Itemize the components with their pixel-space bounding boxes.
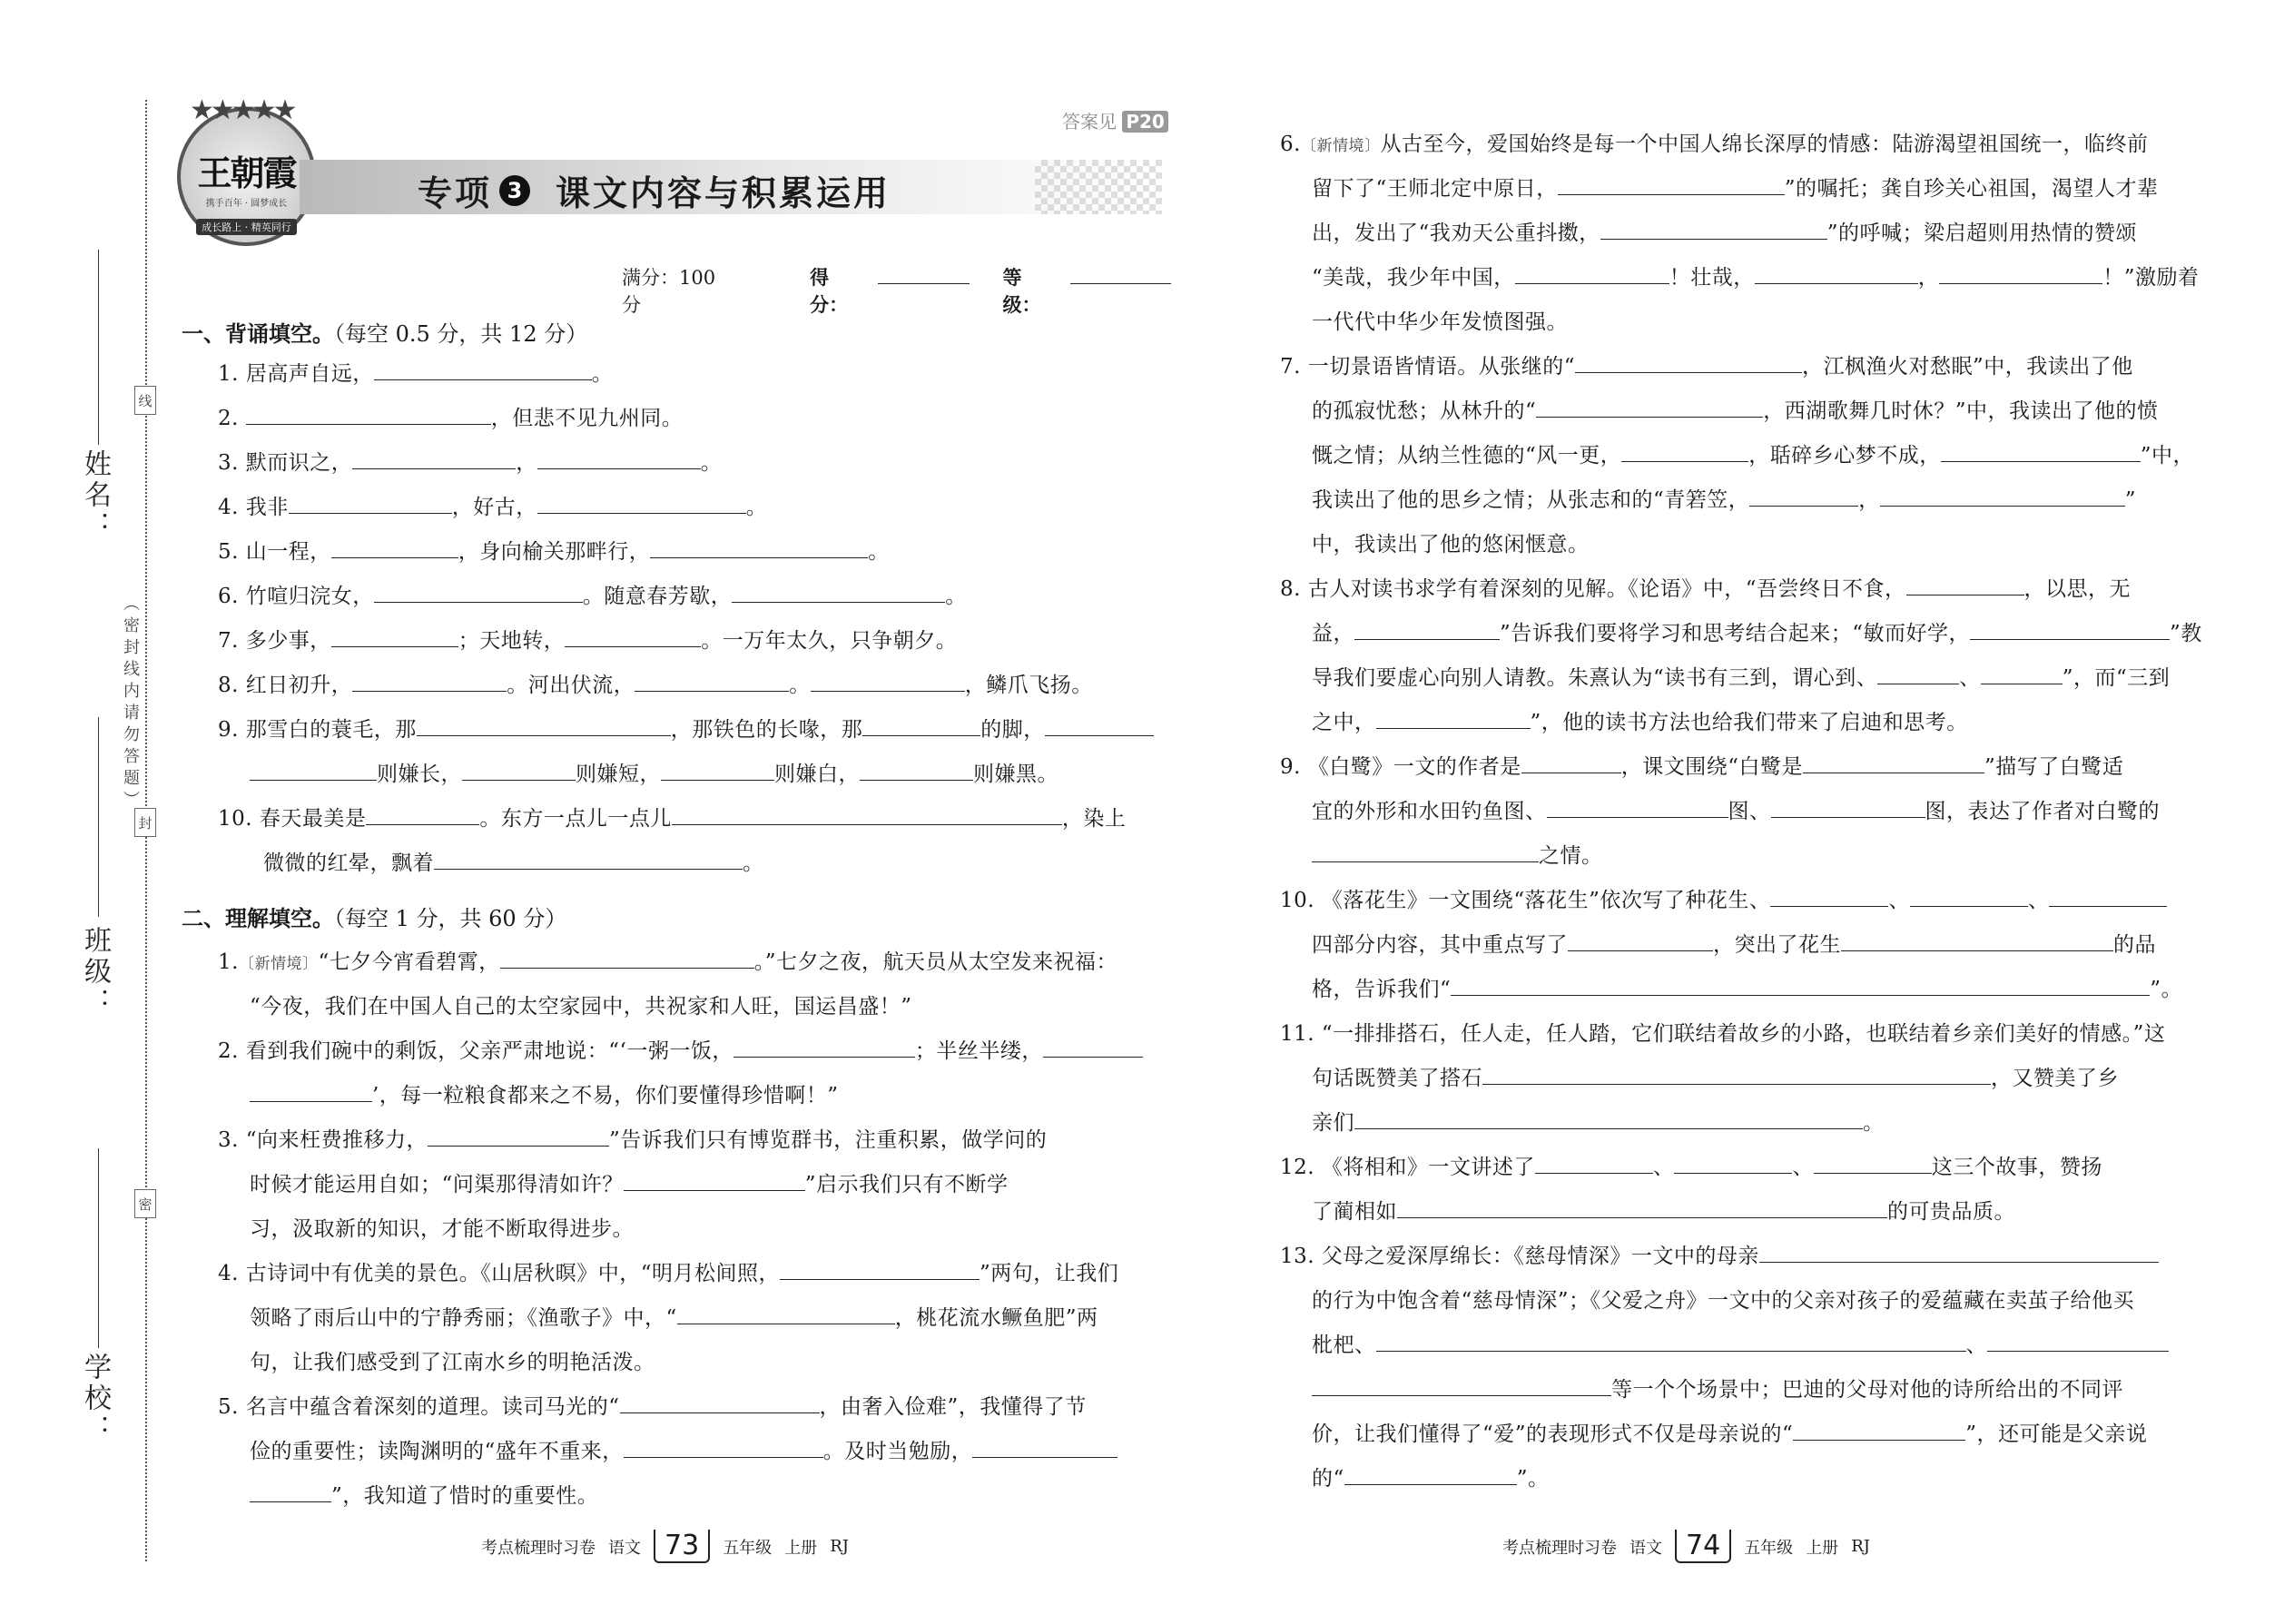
answer-blank[interactable] <box>1376 708 1531 729</box>
answer-blank[interactable] <box>1312 1375 1611 1396</box>
new-context-tag: 〔新情境〕 <box>238 955 319 973</box>
answer-blank[interactable] <box>780 1259 980 1280</box>
school-label: 学校： <box>79 1353 111 1445</box>
q-text: ’，每一粒粮食都来之不易，你们要懂得珍惜啊！” <box>372 1084 839 1107</box>
q-text: 13. 父母之爱深厚绵长：《慈母情深》一文中的母亲 <box>1280 1245 1759 1268</box>
answer-blank[interactable] <box>434 849 743 870</box>
answer-blank[interactable] <box>250 1081 372 1102</box>
question-line <box>218 397 683 441</box>
answer-blank[interactable] <box>1600 219 1827 240</box>
answer-blank[interactable] <box>352 448 516 469</box>
q-text: “七夕今宵看碧霄， <box>318 950 500 974</box>
question-line: 的“ ”。 <box>1312 1457 1550 1501</box>
q-text: ，江枫渔火对愁眠”中，我读出了他 <box>1802 355 2133 379</box>
question-line <box>1312 790 2160 834</box>
q-text: ，课文围绕“白鹭是 <box>1620 755 1804 779</box>
q-text: 导我们要虚心向别人请教。朱熹认为“读书有三到，谓心到、 <box>1312 666 1878 690</box>
answer-blank[interactable] <box>811 671 965 692</box>
q-text: 11. “一排排搭石，任人走，任人踏，它们联结着故乡的小路，也联结着乡亲们美好的情感。”这 <box>1280 1022 2166 1046</box>
q-text: 。及时当勉励， <box>822 1440 973 1463</box>
q-text: 的脚， <box>980 718 1045 742</box>
footer-edition: RJ <box>1851 1537 1870 1556</box>
question-line <box>1280 745 2123 790</box>
q-text: 之情。 <box>1539 844 1603 868</box>
page-footer <box>481 1530 849 1563</box>
q-text: ”的呼喊；梁启超则用热情的赞颂 <box>1826 221 2138 245</box>
question-line <box>1312 834 1603 879</box>
section1-note: （每空 0.5 分，共 12 分） <box>334 321 588 347</box>
q-text: 则嫌白， <box>774 763 860 786</box>
q-text: 时候才能运用自如；“问渠那得清如许？ <box>250 1173 624 1196</box>
answer-blank[interactable] <box>1793 1420 1965 1441</box>
answer-blank[interactable] <box>250 760 377 781</box>
q-text: 宜的外形和水田钓鱼图、 <box>1312 800 1547 823</box>
q-text: 格，告诉我们“ <box>1312 978 1452 1001</box>
page-footer <box>1502 1530 1870 1563</box>
question-line <box>218 708 1154 753</box>
logo-ribbon: 成长路上 · 精英同行 <box>196 219 297 235</box>
answer-blank[interactable] <box>374 359 592 380</box>
q-text: 俭的重要性；读陶渊明的“盛年不重来， <box>250 1440 624 1463</box>
footer-term: 上册 <box>1806 1538 1839 1558</box>
q-text: 3. “向来枉费推移力， <box>218 1128 428 1152</box>
answer-blank[interactable] <box>1981 664 2063 684</box>
q-text: 等一个个场景中；巴迪的父母对他的诗所给出的不同评 <box>1611 1378 2123 1402</box>
footer-book: 考点梳理时习卷 <box>1502 1538 1617 1558</box>
title-number: 3 <box>499 175 530 206</box>
q-text: “美哉，我少年中国， <box>1312 266 1515 290</box>
q-text: 句，让我们感受到了江南水乡的明艳活泼。 <box>250 1351 655 1374</box>
footer-subject: 语文 <box>1629 1538 1662 1558</box>
answer-blank[interactable] <box>1451 975 2150 996</box>
answer-blank[interactable] <box>1376 1331 1966 1352</box>
q-text: 图，表达了作者对白鹭的 <box>1925 800 2160 823</box>
q-text: 习，汲取新的知识，才能不断取得进步。 <box>250 1217 634 1241</box>
answer-blank[interactable] <box>246 404 491 425</box>
q-text: “今夜，我们在中国人自己的太空家园中，共祝家和人旺，国运昌盛！” <box>250 995 912 1019</box>
question-line <box>250 1074 839 1118</box>
grade-field[interactable] <box>1070 283 1171 284</box>
q-text: ，又赞美了乡 <box>1991 1067 2119 1090</box>
q-text: 则嫌长， <box>377 763 462 786</box>
answer-blank[interactable] <box>1880 486 2125 507</box>
question-line: 亲们 。 <box>1312 1101 1885 1146</box>
q-text: 则嫌黑。 <box>973 763 1058 786</box>
answer-blank[interactable] <box>860 760 973 781</box>
q-text: 留下了“王师北定中原日， <box>1312 177 1558 201</box>
q-text: 慨之情；从纳兰性德的“风一更， <box>1312 444 1622 468</box>
q-text: ”两句，让我们 <box>980 1262 1119 1285</box>
answer-blank[interactable] <box>1521 753 1621 773</box>
answer-blank[interactable] <box>1755 263 1918 284</box>
answer-blank[interactable] <box>331 537 458 558</box>
q-text: 。一万年太久，只争朝夕。 <box>701 629 958 653</box>
answer-blank[interactable] <box>1568 930 1713 951</box>
q-text: ，但悲不见九州同。 <box>490 407 684 430</box>
answer-blank[interactable] <box>1814 1153 1932 1174</box>
q-text: 10. 《落花生》一文围绕“落花生”依次写了种花生、 <box>1280 889 1771 912</box>
question-line: 5. 山一程， ，身向榆关那畔行， 。 <box>218 530 890 575</box>
question-line <box>218 797 1126 842</box>
question-line <box>1280 1235 2159 1279</box>
footer-subject: 语文 <box>608 1538 641 1558</box>
answer-blank[interactable] <box>331 626 458 647</box>
logo-name: 王朝霞 <box>197 152 296 193</box>
answer-blank[interactable] <box>972 1437 1117 1458</box>
footer-grade: 五年级 <box>723 1538 773 1558</box>
school-field[interactable] <box>98 1148 99 1348</box>
answer-blank[interactable] <box>1803 753 1984 773</box>
answer-blank[interactable] <box>500 948 754 969</box>
q-text: ！壮哉， <box>1669 266 1755 290</box>
q-text: 益， <box>1312 622 1354 645</box>
q-text: 之中， <box>1312 711 1376 734</box>
question-line <box>1312 1190 2015 1235</box>
title-prefix: 专项 <box>418 173 493 213</box>
q-text: 四部分内容，其中重点写了 <box>1312 933 1568 957</box>
answer-blank[interactable] <box>1987 1331 2169 1352</box>
logo-sub: 携手百年 · 圆梦成长 <box>205 198 288 209</box>
q-text: 7. 一切景语皆情语。从张继的“ <box>1280 355 1576 379</box>
question-line: 12. 《将相和》一文讲述了 、 、 这三个故事，赞扬 <box>1280 1146 2102 1190</box>
seal-mark-seal: 封 <box>134 808 156 837</box>
question-line <box>1312 523 1590 567</box>
q-text: 。东方一点儿一点儿 <box>479 807 672 831</box>
answer-ref-prefix: 答案见 <box>1062 111 1117 133</box>
footer-edition: RJ <box>830 1537 849 1556</box>
score-line <box>622 263 1171 318</box>
q-text: 8. 红日初升， <box>218 674 353 697</box>
answer-blank[interactable] <box>1759 1242 2159 1263</box>
question-line <box>1312 1279 2134 1324</box>
q-text: 2. <box>218 407 246 430</box>
q-text: 5. 山一程， <box>218 540 331 564</box>
answer-blank[interactable] <box>1045 715 1154 736</box>
answer-blank[interactable] <box>650 537 868 558</box>
answer-blank[interactable] <box>1970 619 2170 640</box>
title-main: 课文内容与积累运用 <box>556 173 891 213</box>
q-text: ”的嘱托；龚自珍关心祖国，渴望人才辈 <box>1784 177 2159 201</box>
q-text: ”告诉我们只有博览群书，注重积累，做学问的 <box>609 1128 1048 1152</box>
answer-blank[interactable] <box>1674 1153 1792 1174</box>
q-text: 4. 我非 <box>218 496 289 519</box>
section-heading <box>182 316 587 348</box>
q-text: 5. 名言中蕴含着深刻的道理。读司马光的“ <box>218 1395 620 1419</box>
question-line <box>250 753 1058 797</box>
question-line <box>250 1163 1009 1207</box>
q-text: ”告诉我们要将学习和思考结合起来；“敏而好学， <box>1500 622 1971 645</box>
answer-blank[interactable] <box>1535 1153 1653 1174</box>
q-text: ”，而“三到 <box>2062 666 2171 690</box>
question-line <box>1312 389 2159 434</box>
question-line <box>1312 300 1568 345</box>
class-field[interactable] <box>98 717 99 917</box>
answer-blank[interactable] <box>1312 842 1539 862</box>
answer-blank[interactable] <box>661 760 774 781</box>
page-number: 73 <box>654 1530 710 1563</box>
q-text: 的孤寂忧愁；从林升的“ <box>1312 399 1537 423</box>
q-text: 的“ <box>1312 1467 1344 1491</box>
answer-blank[interactable] <box>1841 930 2113 951</box>
question-line <box>1280 567 2131 612</box>
q-text: ，桃花流水鳜鱼肥”两 <box>894 1306 1098 1330</box>
q-text: ”，他的读书方法也给我们带来了启迪和思考。 <box>1530 711 1968 734</box>
answer-blank[interactable] <box>565 626 701 647</box>
q-text: 6. <box>1280 133 1301 156</box>
answer-blank[interactable] <box>537 493 746 514</box>
q-text: 10. 春天最美是 <box>218 807 367 831</box>
question-line <box>1312 701 1968 745</box>
answer-blank[interactable] <box>1939 263 2102 284</box>
answer-blank[interactable] <box>2049 886 2167 907</box>
right-page <box>1171 0 2294 1624</box>
q-text: 1. 居高声自远， <box>218 362 374 386</box>
q-text: ；半丝半缕， <box>914 1039 1043 1063</box>
brand-logo <box>177 94 316 246</box>
section2-heading: 二、理解填空。 <box>182 906 334 931</box>
question-line <box>250 1207 634 1252</box>
q-text: 从古至今，爱国始终是每一个中国人绵长深厚的情感：陆游渴望祖国统一，临终前 <box>1380 133 2149 156</box>
section-heading <box>182 901 566 932</box>
question-line: 8. 红日初升， 。河出伏流， 。 ，鳞爪飞扬。 <box>218 664 1093 708</box>
answer-blank[interactable] <box>417 715 671 736</box>
question-line <box>1312 167 2159 212</box>
q-text: 1. <box>218 950 239 974</box>
answer-ref-page: P20 <box>1122 111 1168 133</box>
q-text: 的可贵品质。 <box>1887 1200 2015 1224</box>
q-text: ；天地转， <box>458 629 566 653</box>
question-line <box>218 940 1117 987</box>
q-text: 一代代中华少年发愤图强。 <box>1312 310 1568 334</box>
question-line <box>250 1430 1117 1474</box>
q-text: ”启示我们只有不断学 <box>804 1173 1009 1196</box>
grade-label: 等级： <box>1002 267 1041 316</box>
q-text: ，西湖歌舞几时休？”中，我读出了他的愤 <box>1763 399 2159 423</box>
question-line: 6. 竹喧归浣女， 。随意春芳歇， 。 <box>218 575 967 619</box>
q-text: 亲们 <box>1312 1111 1354 1135</box>
q-text: 我读出了他的思乡之情；从张志和的“青箬笠， <box>1312 488 1750 512</box>
q-text: ”描写了白鹭适 <box>1984 755 2124 779</box>
q-text: 句话既赞美了搭石 <box>1312 1067 1482 1090</box>
question-line <box>1312 212 2137 256</box>
question-line: 10. 《落花生》一文围绕“落花生”依次写了种花生、 、 、 <box>1280 879 2167 923</box>
answer-blank[interactable] <box>537 448 701 469</box>
q-text: ”中， <box>2140 444 2195 468</box>
seal-mark-secret: 密 <box>134 1189 156 1218</box>
answer-blank[interactable] <box>1621 441 1748 462</box>
q-text: 2. 看到我们碗中的剩饭，父亲严肃地说：“‘一粥一饭， <box>218 1039 733 1063</box>
q-text: 图、 <box>1728 800 1771 823</box>
score-label: 得分： <box>810 267 849 316</box>
question-line <box>250 985 912 1029</box>
q-text: ，由奢入俭难”，我懂得了节 <box>819 1395 1087 1419</box>
question-line <box>1280 345 2133 389</box>
answer-blank[interactable] <box>366 804 479 825</box>
question-line <box>218 1029 1143 1074</box>
answer-blank[interactable] <box>1547 797 1728 818</box>
answer-blank[interactable] <box>624 1170 805 1191</box>
answer-blank[interactable] <box>1515 263 1669 284</box>
footer-grade: 五年级 <box>1744 1538 1794 1558</box>
answer-blank[interactable] <box>672 804 1062 825</box>
answer-blank[interactable] <box>677 1304 895 1324</box>
q-text: 枇杷、 <box>1312 1334 1376 1357</box>
answer-blank[interactable] <box>352 671 507 692</box>
q-text: ，突出了花生 <box>1713 933 1841 957</box>
answer-blank[interactable] <box>428 1126 609 1147</box>
question-line: 枇杷、 、 <box>1312 1324 2169 1368</box>
answer-blank[interactable] <box>1771 797 1925 818</box>
answer-blank[interactable] <box>1354 1108 1863 1129</box>
answer-blank[interactable] <box>289 493 452 514</box>
q-text: 领略了雨后山中的宁静秀丽；《渔歌子》中，“ <box>250 1306 677 1330</box>
answer-blank[interactable] <box>1770 886 1888 907</box>
question-line <box>218 1252 1118 1296</box>
q-text: ，染上 <box>1061 807 1127 831</box>
question-line <box>218 1385 1087 1430</box>
q-text: ！”激励着 <box>2102 266 2200 290</box>
seal-note: （密封线内请勿答题） <box>121 595 140 812</box>
question-line <box>218 619 957 664</box>
q-text: 微微的红晕，飘着 <box>263 851 434 875</box>
question-line: 微微的红晕，飘着 。 <box>263 842 764 886</box>
question-line: 导我们要虚心向别人请教。朱熹认为“读书有三到，谓心到、 、 ”，而“三到 <box>1312 656 2170 701</box>
answer-blank[interactable] <box>1558 174 1785 195</box>
answer-blank[interactable] <box>1482 1064 1991 1085</box>
question-line <box>1312 1412 2148 1457</box>
question-line <box>1312 1057 2119 1101</box>
answer-blank[interactable] <box>862 715 980 736</box>
seal-mark-line: 线 <box>134 386 156 415</box>
checker-decoration <box>1035 160 1162 214</box>
q-text: ，以思，无 <box>2023 577 2132 601</box>
page-title <box>418 165 891 215</box>
answer-blank[interactable] <box>1749 486 1858 507</box>
q-text: 8. 古人对读书求学有着深刻的见解。《论语》中，“吾尝终日不食， <box>1280 577 1906 601</box>
answer-blank[interactable] <box>1354 619 1500 640</box>
answer-blank[interactable] <box>1877 664 1959 684</box>
score-field[interactable] <box>878 283 970 284</box>
question-line <box>250 1296 1098 1341</box>
q-text: 的行为中饱含着“慈母情深”；《父爱之舟》一文中的父亲对孩子的爱蕴藏在卖茧子给他买 <box>1312 1289 2135 1313</box>
question-line: 6.〔新情境〕从古至今，爱国始终是每一个中国人绵长深厚的情感：陆游渴望祖国统一，临终前 <box>1280 133 2149 156</box>
question-line <box>1312 434 2194 478</box>
class-label: 班级： <box>79 926 111 1019</box>
answer-blank[interactable] <box>624 1437 823 1458</box>
answer-blank[interactable] <box>635 671 789 692</box>
question-line <box>250 1474 598 1519</box>
q-text: 价，让我们懂得了“爱”的表现形式不仅是母亲说的“ <box>1312 1422 1794 1446</box>
question-line <box>250 1341 655 1385</box>
q-text: ，那铁色的长喙，那 <box>670 718 863 742</box>
question-line: 我读出了他的思乡之情；从张志和的“青箬笠， ， ” <box>1312 478 2136 523</box>
question-line <box>218 1118 1047 1163</box>
question-line: 3. 默而识之， ， 。 <box>218 441 722 486</box>
answer-blank[interactable] <box>374 582 583 603</box>
answer-blank[interactable] <box>1043 1037 1143 1058</box>
q-text: ，好古， <box>451 496 537 519</box>
q-text: 6. 竹喧归浣女， <box>218 585 374 608</box>
question-line: 1. 居高声自远， 。 <box>218 352 613 397</box>
q-text: 。随意春芳歇， <box>582 585 733 608</box>
q-text: 这三个故事，赞扬 <box>1931 1156 2102 1179</box>
q-text: 7. 多少事， <box>218 629 331 653</box>
section2-note: （每空 1 分，共 60 分） <box>334 906 567 931</box>
answer-blank[interactable] <box>733 1037 915 1058</box>
answer-blank[interactable] <box>462 760 576 781</box>
question-line: 格，告诉我们“ ”。 <box>1312 968 2182 1012</box>
q-text: 9. 那雪白的蓑毛，那 <box>218 718 417 742</box>
q-text: 中，我读出了他的悠闲惬意。 <box>1312 533 1590 556</box>
name-field[interactable] <box>98 250 99 445</box>
q-text: ，聒碎乡心梦不成， <box>1748 444 1941 468</box>
answer-blank[interactable] <box>1910 886 2028 907</box>
q-text: ”，我知道了惜时的重要性。 <box>331 1484 599 1508</box>
q-text: 9. 《白鹭》一文的作者是 <box>1280 755 1521 779</box>
answer-blank[interactable] <box>1536 397 1763 418</box>
q-text: ”，还可能是父亲说 <box>1965 1422 2148 1446</box>
q-text: ，身向榆关那畔行， <box>458 540 651 564</box>
page-number: 74 <box>1675 1530 1731 1563</box>
answer-blank[interactable] <box>1575 352 1802 373</box>
q-text: 的品 <box>2113 933 2156 957</box>
answer-blank[interactable] <box>1906 575 2024 595</box>
q-text: 4. 古诗词中有优美的景色。《山居秋暝》中，“明月松间照， <box>218 1262 781 1285</box>
q-text: 12. 《将相和》一文讲述了 <box>1280 1156 1535 1179</box>
q-text: 。河出伏流， <box>507 674 635 697</box>
q-text: ”教 <box>2170 622 2202 645</box>
answer-blank[interactable] <box>250 1481 331 1502</box>
answer-blank[interactable] <box>732 582 945 603</box>
footer-book: 考点梳理时习卷 <box>481 1538 596 1558</box>
q-text: 。”七夕之夜，航天员从太空发来祝福： <box>753 950 1117 974</box>
section1-heading: 一、背诵填空。 <box>182 321 334 347</box>
question-line <box>1280 1012 2165 1057</box>
question-line <box>1312 923 2156 968</box>
question-line <box>1312 1368 2123 1412</box>
footer-term: 上册 <box>784 1538 818 1558</box>
answer-blank[interactable] <box>620 1393 820 1413</box>
name-label: 姓名： <box>79 449 111 542</box>
question-line: “美哉，我少年中国， ！壮哉， ， ！”激励着 <box>1312 256 2200 300</box>
answer-blank[interactable] <box>1397 1197 1887 1218</box>
q-text: 则嫌短， <box>576 763 661 786</box>
question-line: 4. 我非 ，好古， 。 <box>218 486 767 530</box>
q-text: 了蔺相如 <box>1312 1200 1397 1224</box>
answer-blank[interactable] <box>1344 1464 1517 1485</box>
question-line <box>1312 612 2202 656</box>
q-text: 出，发出了“我劝天公重抖擞， <box>1312 221 1600 245</box>
answer-reference <box>1062 107 1168 133</box>
star-icon: ★★★★★ <box>190 94 294 126</box>
q-text: 3. 默而识之， <box>218 451 353 475</box>
full-score: 满分：100 分 <box>622 267 716 316</box>
q-text: ，鳞爪飞扬。 <box>964 674 1093 697</box>
answer-blank[interactable] <box>1941 441 2141 462</box>
